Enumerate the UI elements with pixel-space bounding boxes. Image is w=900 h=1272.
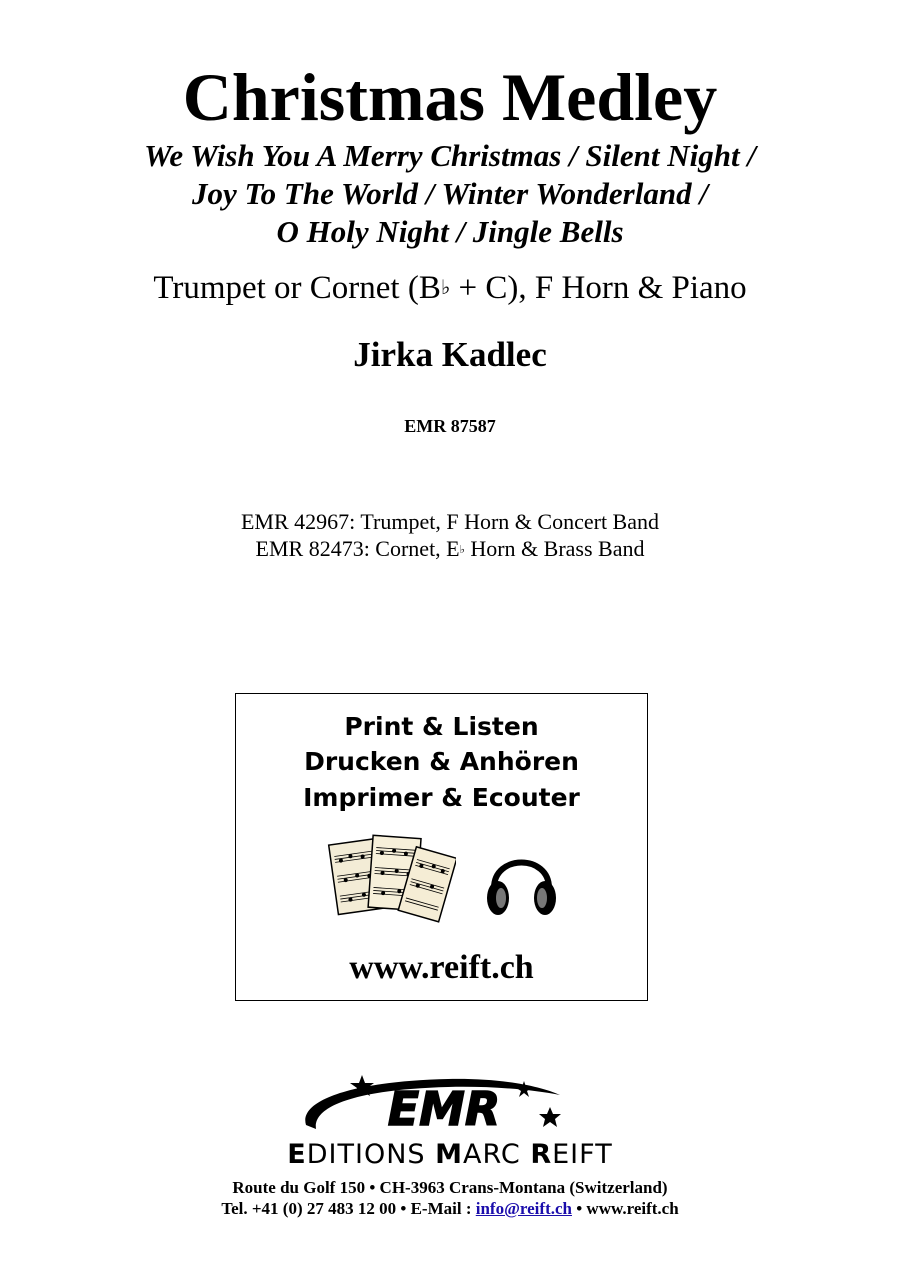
instrumentation-pre: Trumpet or Cornet (B: [153, 270, 441, 306]
instrumentation-post: + C), F Horn & Piano: [450, 270, 747, 306]
promo-url[interactable]: www.reift.ch: [349, 949, 534, 986]
subtitle-line-1: We Wish You A Merry Christmas / Silent Night /: [144, 138, 756, 173]
emr-logo-text: EMR: [387, 1082, 501, 1135]
promo-line-de: Drucken & Anhören: [304, 747, 579, 776]
subtitle-line-2: Joy To The World / Winter Wonderland /: [192, 176, 708, 211]
emr-logo: [298, 1073, 578, 1135]
contact-phone: Tel. +41 (0) 27 483 12 00 • E-Mail :: [221, 1199, 476, 1218]
print-listen-box[interactable]: [235, 693, 648, 1001]
contact-website: • www.reift.ch: [571, 1199, 679, 1218]
alternate-edition-1: EMR 42967: Trumpet, F Horn & Concert Band: [240, 509, 659, 534]
page-title: Christmas Medley: [182, 59, 718, 135]
email-link[interactable]: info@reift.ch: [475, 1199, 572, 1218]
sheet-music-icon: [326, 831, 456, 931]
publisher-contact: [0, 1198, 900, 1220]
flat-sign-small: ♭: [459, 544, 465, 556]
publisher-name: EDITIONS MARC REIFT: [287, 1139, 613, 1170]
subtitle-line-3: O Holy Night / Jingle Bells: [276, 214, 624, 249]
alternate-edition-2-post: Horn & Brass Band: [464, 536, 645, 561]
flat-sign: ♭: [440, 277, 451, 299]
publisher-address: Route du Golf 150 • CH-3963 Crans-Montana (Switzerland): [232, 1178, 668, 1197]
alternate-edition-2: [0, 535, 900, 567]
promo-line-en: Print & Listen: [344, 712, 539, 741]
catalog-number: EMR 87587: [404, 416, 496, 436]
alternate-edition-2-pre: EMR 82473: Cornet, E: [255, 536, 460, 561]
instrumentation: [0, 268, 900, 312]
composer: Jirka Kadlec: [353, 335, 547, 374]
promo-line-fr: Imprimer & Ecouter: [303, 783, 580, 812]
headphones-icon: [484, 842, 559, 922]
